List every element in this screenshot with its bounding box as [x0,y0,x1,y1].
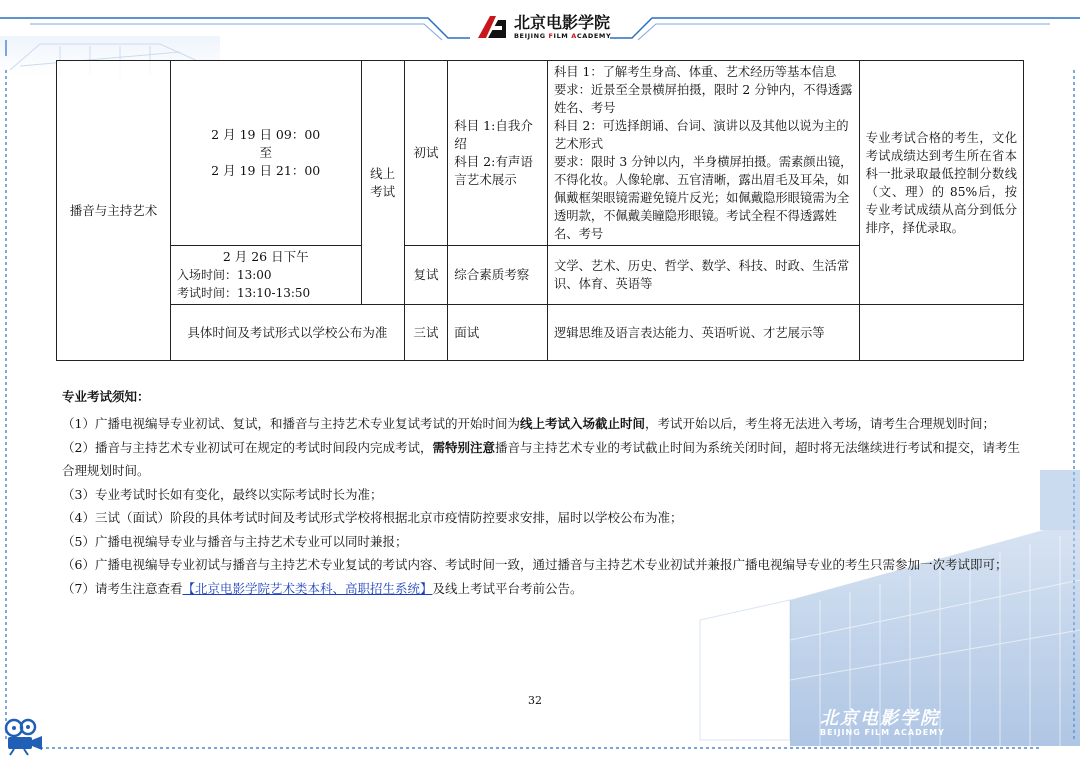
header-logo-cn: 北京电影学院 [514,12,611,32]
note-6: （6）广播电视编导专业初试与播音与主持艺术专业复试的考试内容、考试时间一致，通过播音与主持艺术专业初试并兼报广播电视编导专业的考生只需参加一次考试即可； [62,557,1008,572]
note-1: （1）广播电视编导专业初试、复试，和播音与主持艺术专业复试考试的开始时间为线上考试入场截止时间，考试开始以后，考生将无法进入考场，请考生合理规划时间； [62,416,995,431]
note-3: （3）专业考试时长如有变化，最终以实际考试时长为准； [62,486,383,502]
notes-title: 专业考试须知： [62,389,150,404]
major-cell: 播音与主持艺术 [57,61,171,361]
third-round-time-cell: 具体时间及考试形式以学校公布为准 [170,305,404,361]
page-number: 32 [528,694,542,707]
admission-system-link[interactable]: 【北京电影学院艺术类本科、高职招生系统】 [182,580,433,596]
table-row [57,61,1024,246]
admission-note-cell: 专业考试合格的考生，文化考试成绩达到考生所在省本科一批录取最低控制分数线（文、理）的 85%后，按专业考试成绩从高分到低分排序，择优录取。 [859,61,1023,305]
page-header [0,8,1080,48]
footer-logo-cn: 北京电影学院 [820,708,940,729]
footer-logo-en: BEIJING FILM ACADEMY [820,728,945,737]
note-5: （5）广播电视编导专业与播音与主持艺术专业可以同时兼报； [62,533,408,549]
round-1-cell: 初试 [404,61,447,246]
empty-cell [859,305,1023,361]
round-3-requirements-cell: 逻辑思维及语言表达能力、英语听说、才艺展示等 [548,305,860,361]
note-7: （7）请考生注意查看【北京电影学院艺术类本科、高职招生系统】及线上考试平台考前公告。 [62,580,583,596]
academy-logo-icon [476,14,508,40]
round-2-cell: 复试 [404,246,447,305]
note-4: （4）三试（面试）阶段的具体考试时间及考试形式学校将根据北京市疫情防控要求安排，届时以学校公布为准； [62,510,683,525]
first-round-time-cell: 2 月 19 日 09：00 至 2 月 19 日 21：00 [170,61,361,246]
film-projector-icon [4,718,44,756]
round-2-subject-cell: 综合素质考察 [448,246,548,305]
round-1-subjects-cell: 科目 1:自我介绍 科目 2:有声语言艺术展示 [448,61,548,246]
exam-schedule-table [56,60,1024,361]
second-round-time-cell: 2 月 26 日下午 入场时间：13:00 考试时间：13:10-13:50 [170,246,361,305]
round-3-cell: 三试 [404,305,447,361]
note-2: （2）播音与主持艺术专业初试可在规定的考试时间段内完成考试，需特别注意播音与主持艺术专业的考试截止时间为系统关闭时间，超时将无法继续进行考试和提交，请考生合理规划时间。 [62,439,1020,478]
round-1-requirements-cell: 科目 1：了解考生身高、体重、艺术经历等基本信息 要求：近景至全景横屏拍摄，限时 2 分钟内，不得透露姓名、考号 科目 2：可选择朗诵、台词、演讲以及其他以说为主的艺术形式 要求：限时 3 分钟以内，半身横屏拍摄。需素颜出镜，不得化妆。人像轮廓、五官清晰，露出眉毛及耳朵，如佩戴框架眼镜需避免镜片反光；如佩戴隐形眼镜需为全透明款，不佩戴美瞳隐形眼镜。考试全程不得透露姓名、考号 [548,61,860,246]
footer-logo [820,704,945,737]
exam-notes [62,388,1022,600]
round-2-requirements-cell: 文学、艺术、历史、哲学、数学、科技、时政、生活常识、体育、英语等 [548,246,860,305]
table-row [57,305,1024,361]
round-3-subject-cell: 面试 [448,305,548,361]
header-logo-en: BEIJING FILM ACADEMY [514,31,612,40]
header-logo [476,14,611,40]
exam-mode-cell: 线上考试 [361,61,404,305]
